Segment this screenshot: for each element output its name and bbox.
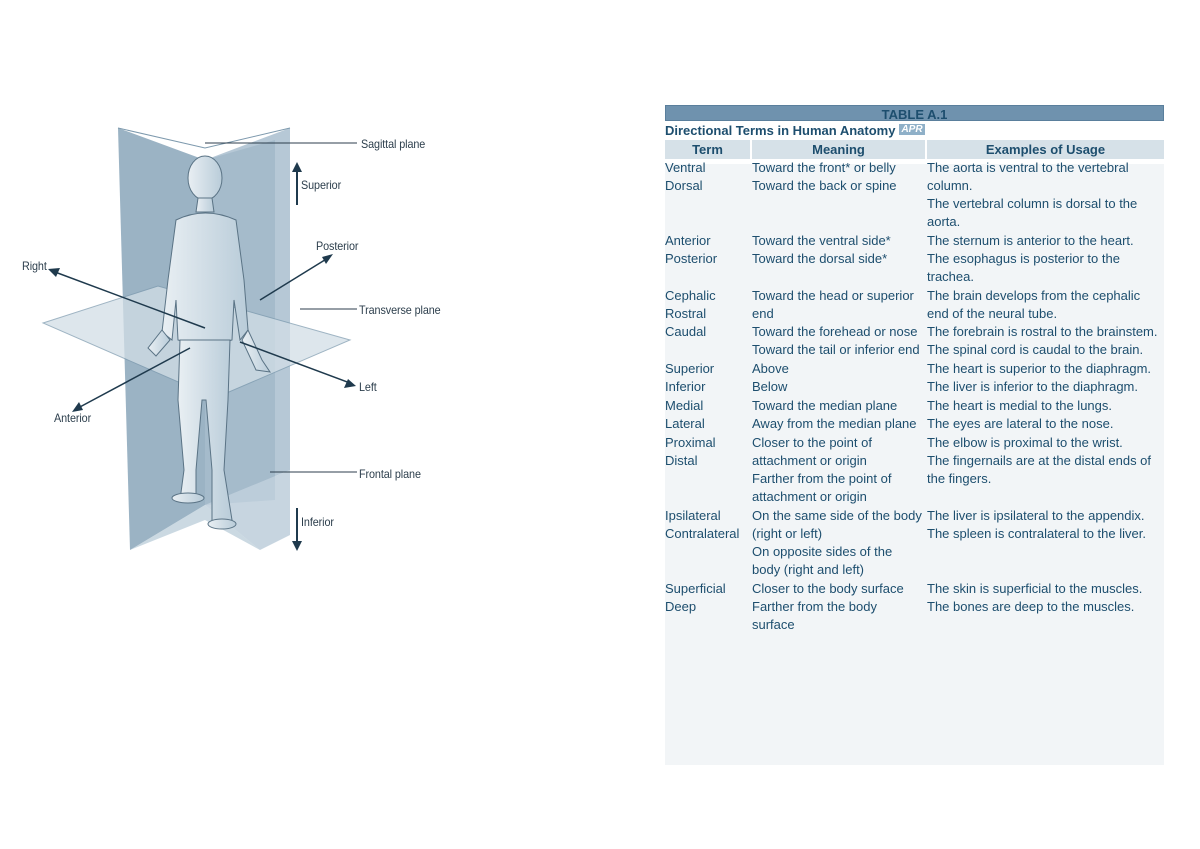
label-frontal-plane: Frontal plane — [359, 467, 421, 481]
table-header-row — [665, 140, 1164, 159]
label-transverse-plane: Transverse plane — [359, 303, 441, 317]
example-cell: The esophagus is posterior to the trachea. — [927, 251, 1120, 284]
label-right: Right — [22, 259, 47, 273]
example-column — [927, 580, 1164, 634]
term-column — [665, 232, 752, 286]
example-cell: The liver is inferior to the diaphragm. — [927, 379, 1138, 394]
meaning-cell: Farther from the body surface — [752, 599, 877, 632]
meaning-cell: Closer to the point of attachment or origin — [752, 435, 872, 468]
directional-terms-table — [665, 105, 1164, 634]
term-cell: Medial — [665, 398, 704, 413]
meaning-cell: Farther from the point of attachment or origin — [752, 471, 892, 504]
table-row — [665, 580, 1164, 634]
example-column — [927, 397, 1164, 433]
term-cell: Inferior — [665, 379, 706, 394]
example-cell: The spleen is contralateral to the liver. — [927, 526, 1146, 541]
example-cell: The skin is superficial to the muscles. — [927, 581, 1143, 596]
term-column — [665, 397, 752, 433]
meaning-column — [752, 232, 927, 286]
example-column — [927, 287, 1164, 359]
example-cell: The vertebral column is dorsal to the aorta. — [927, 196, 1138, 229]
term-column — [665, 434, 752, 506]
label-posterior: Posterior — [316, 239, 359, 253]
example-cell: The elbow is proximal to the wrist. — [927, 435, 1123, 450]
table-row — [665, 360, 1164, 396]
table-row — [665, 434, 1164, 506]
example-cell: The heart is medial to the lungs. — [927, 398, 1112, 413]
meaning-column — [752, 507, 927, 579]
table-row — [665, 507, 1164, 579]
meaning-cell: Toward the front* or belly — [752, 160, 896, 175]
example-column — [927, 232, 1164, 286]
term-cell: Distal — [665, 453, 698, 468]
meaning-cell: Toward the tail or inferior end — [752, 342, 920, 357]
example-cell: The liver is ipsilateral to the appendix. — [927, 508, 1145, 523]
example-cell: The aorta is ventral to the vertebral column. — [927, 160, 1129, 193]
meaning-cell: Below — [752, 379, 788, 394]
term-cell: Anterior — [665, 233, 711, 248]
table-row — [665, 232, 1164, 286]
term-cell: Dorsal — [665, 178, 703, 193]
header-examples: Examples of Usage — [985, 142, 1106, 157]
example-cell: The brain develops from the cephalic end of the neural tube. — [927, 288, 1141, 321]
example-cell: The eyes are lateral to the nose. — [927, 416, 1114, 431]
example-column — [927, 434, 1164, 506]
term-cell: Lateral — [665, 416, 705, 431]
example-cell: The spinal cord is caudal to the brain. — [927, 342, 1144, 357]
label-superior: Superior — [301, 178, 342, 192]
meaning-cell: Away from the median plane — [752, 416, 917, 431]
meaning-cell: On the same side of the body (right or left) — [752, 508, 922, 541]
term-cell: Deep — [665, 599, 697, 614]
table-row — [665, 159, 1164, 231]
meaning-cell: On opposite sides of the body (right and left) — [752, 544, 893, 577]
table-title-text: Directional Terms in Human Anatomy — [665, 123, 896, 138]
meaning-column — [752, 360, 927, 396]
meaning-cell: Toward the forehead or nose — [752, 324, 918, 339]
meaning-column — [752, 159, 927, 231]
example-cell: The bones are deep to the muscles. — [927, 599, 1135, 614]
term-cell: Proximal — [665, 435, 716, 450]
example-cell: The heart is superior to the diaphragm. — [927, 361, 1152, 376]
meaning-column — [752, 434, 927, 506]
apr-badge: APR — [901, 124, 923, 135]
term-cell: Ventral — [665, 160, 706, 175]
example-column — [927, 360, 1164, 396]
example-cell: The sternum is anterior to the heart. — [927, 233, 1134, 248]
header-meaning: Meaning — [752, 140, 927, 159]
meaning-cell: Toward the ventral side* — [752, 233, 891, 248]
table-banner: TABLE A.1 — [665, 105, 1164, 121]
table-title — [665, 121, 1164, 140]
meaning-cell: Closer to the body surface — [752, 581, 904, 596]
term-column — [665, 507, 752, 579]
example-column — [927, 507, 1164, 579]
example-cell: The forebrain is rostral to the brainstem. — [927, 324, 1158, 339]
meaning-column — [752, 397, 927, 433]
term-cell: Superior — [665, 361, 715, 376]
term-cell: Caudal — [665, 324, 707, 339]
term-column — [665, 287, 752, 359]
meaning-cell: Toward the median plane — [752, 398, 898, 413]
table-row — [665, 287, 1164, 359]
term-cell: Contralateral — [665, 526, 740, 541]
label-inferior: Inferior — [301, 515, 334, 529]
table-body — [665, 159, 1164, 634]
term-column — [665, 360, 752, 396]
header-term: Term — [665, 140, 752, 159]
term-cell: Superficial — [665, 581, 726, 596]
table-row — [665, 397, 1164, 433]
meaning-cell: Above — [752, 361, 789, 376]
meaning-column — [752, 580, 927, 634]
meaning-cell: Toward the dorsal side* — [752, 251, 888, 266]
term-column — [665, 159, 752, 231]
meaning-cell: Toward the back or spine — [752, 178, 897, 193]
meaning-cell: Toward the head or superior end — [752, 288, 914, 321]
meaning-column — [752, 287, 927, 359]
label-anterior: Anterior — [54, 411, 92, 425]
term-cell: Posterior — [665, 251, 718, 266]
label-sagittal-plane: Sagittal plane — [361, 137, 426, 151]
label-left: Left — [359, 380, 377, 394]
term-column — [665, 580, 752, 634]
term-cell: Ipsilateral — [665, 508, 721, 523]
term-cell: Rostral — [665, 306, 707, 321]
term-cell: Cephalic — [665, 288, 716, 303]
example-column — [927, 159, 1164, 231]
example-cell: The fingernails are at the distal ends of the fingers. — [927, 453, 1152, 486]
